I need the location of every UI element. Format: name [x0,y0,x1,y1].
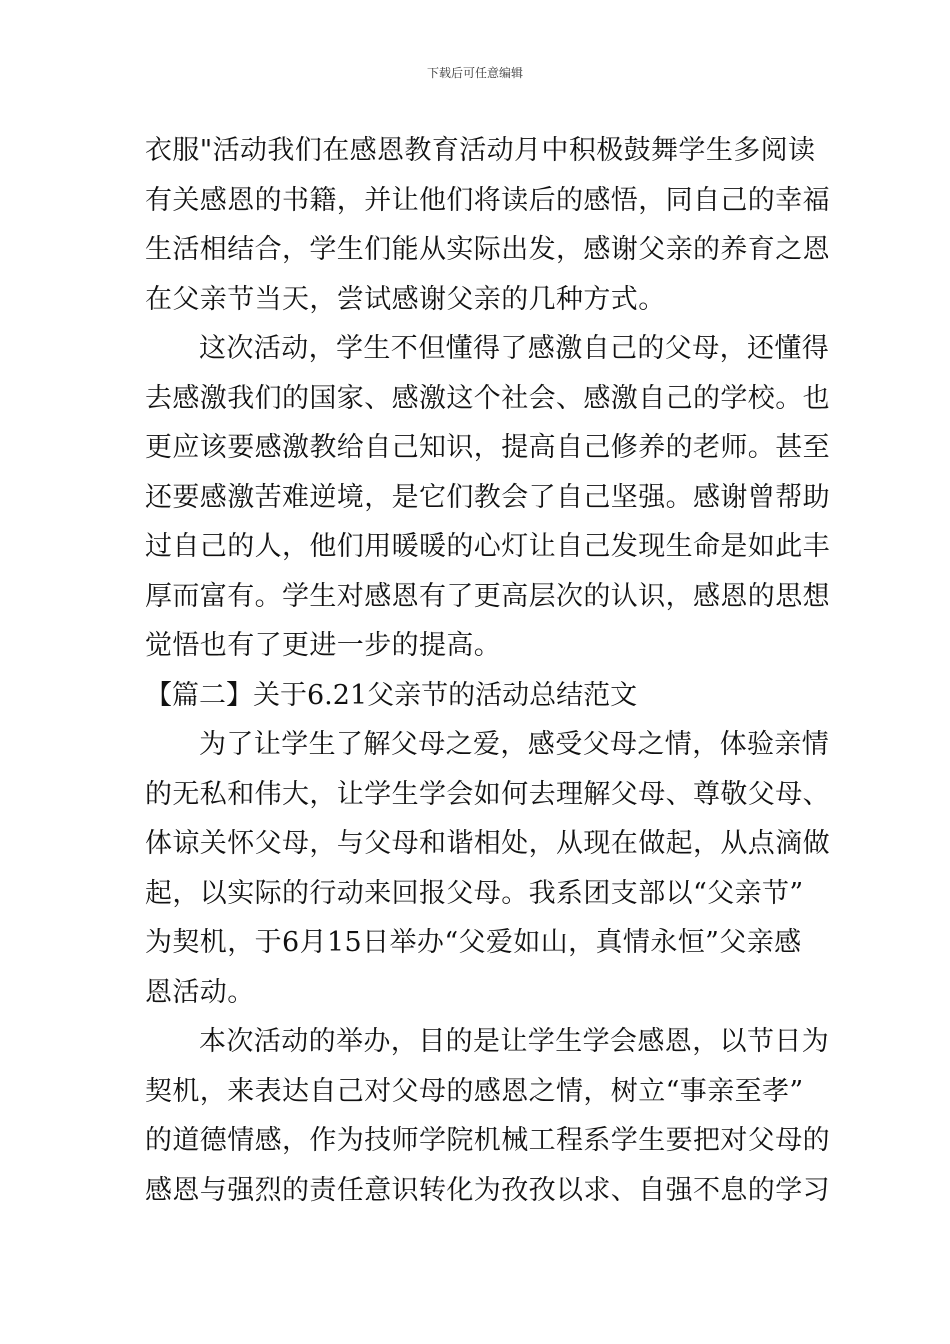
text-line: 有关感恩的书籍，并让他们将读后的感悟，同自己的幸福 [145,184,830,216]
text-line: 衣服"活动我们在感恩教育活动月中积极鼓舞学生多阅读 [145,135,816,166]
section-heading-text: 【篇二】关于6.21父亲节的活动总结范文 [145,679,638,711]
text-line: 过自己的人，他们用暖暖的心灯让自己发现生命是如此丰 [145,531,830,562]
text-line: 去感激我们的国家、感激这个社会、感激自己的学校。也 [145,382,830,414]
text-line: 感恩与强烈的责任意识转化为孜孜以求、自强不息的学习 [145,1174,830,1206]
text-line: 为了让学生了解父母之爱，感受父母之情，体验亲情 [199,729,830,760]
section-heading [145,671,809,721]
text-line: 更应该要感激教给自己知识，提高自己修养的老师。甚至 [145,432,830,463]
document-body [145,126,830,1215]
text-line: 起，以实际的行动来回报父母。我系团支部以“父亲节” [145,877,804,909]
text-line: 觉悟也有了更进一步的提高。 [145,630,502,661]
text-line: 的道德情感，作为技师学院机械工程系学生要把对父母的 [145,1125,830,1156]
page-header: 下载后可任意编辑 [426,66,523,80]
paragraph [145,720,830,1017]
text-line: 恩活动。 [145,976,255,1008]
text-line: 本次活动的举办，目的是让学生学会感恩，以节日为 [199,1026,830,1057]
text-line: 厚而富有。学生对感恩有了更高层次的认识，感恩的思想 [145,580,830,612]
text-line: 生活相结合，学生们能从实际出发，感谢父亲的养育之恩 [145,234,830,265]
text-line: 体谅关怀父母，与父母和谐相处，从现在做起，从点滴做 [145,828,830,859]
paragraph [145,1017,830,1215]
text-line: 在父亲节当天，尝试感谢父亲的几种方式。 [145,283,666,315]
text-line: 契机，来表达自己对父母的感恩之情，树立“事亲至孝” [145,1075,804,1107]
text-line: 还要感激苦难逆境，是它们教会了自己坚强。感谢曾帮助 [145,481,830,513]
paragraph-continuation [145,126,830,324]
paragraph [145,324,830,671]
text-line: 为契机，于6月15日举办“父爱如山，真情永恒”父亲感 [145,927,802,958]
text-line: 这次活动，学生不但懂得了感激自己的父母，还懂得 [199,333,830,364]
text-line: 的无私和伟大，让学生学会如何去理解父母、尊敬父母、 [145,778,830,810]
